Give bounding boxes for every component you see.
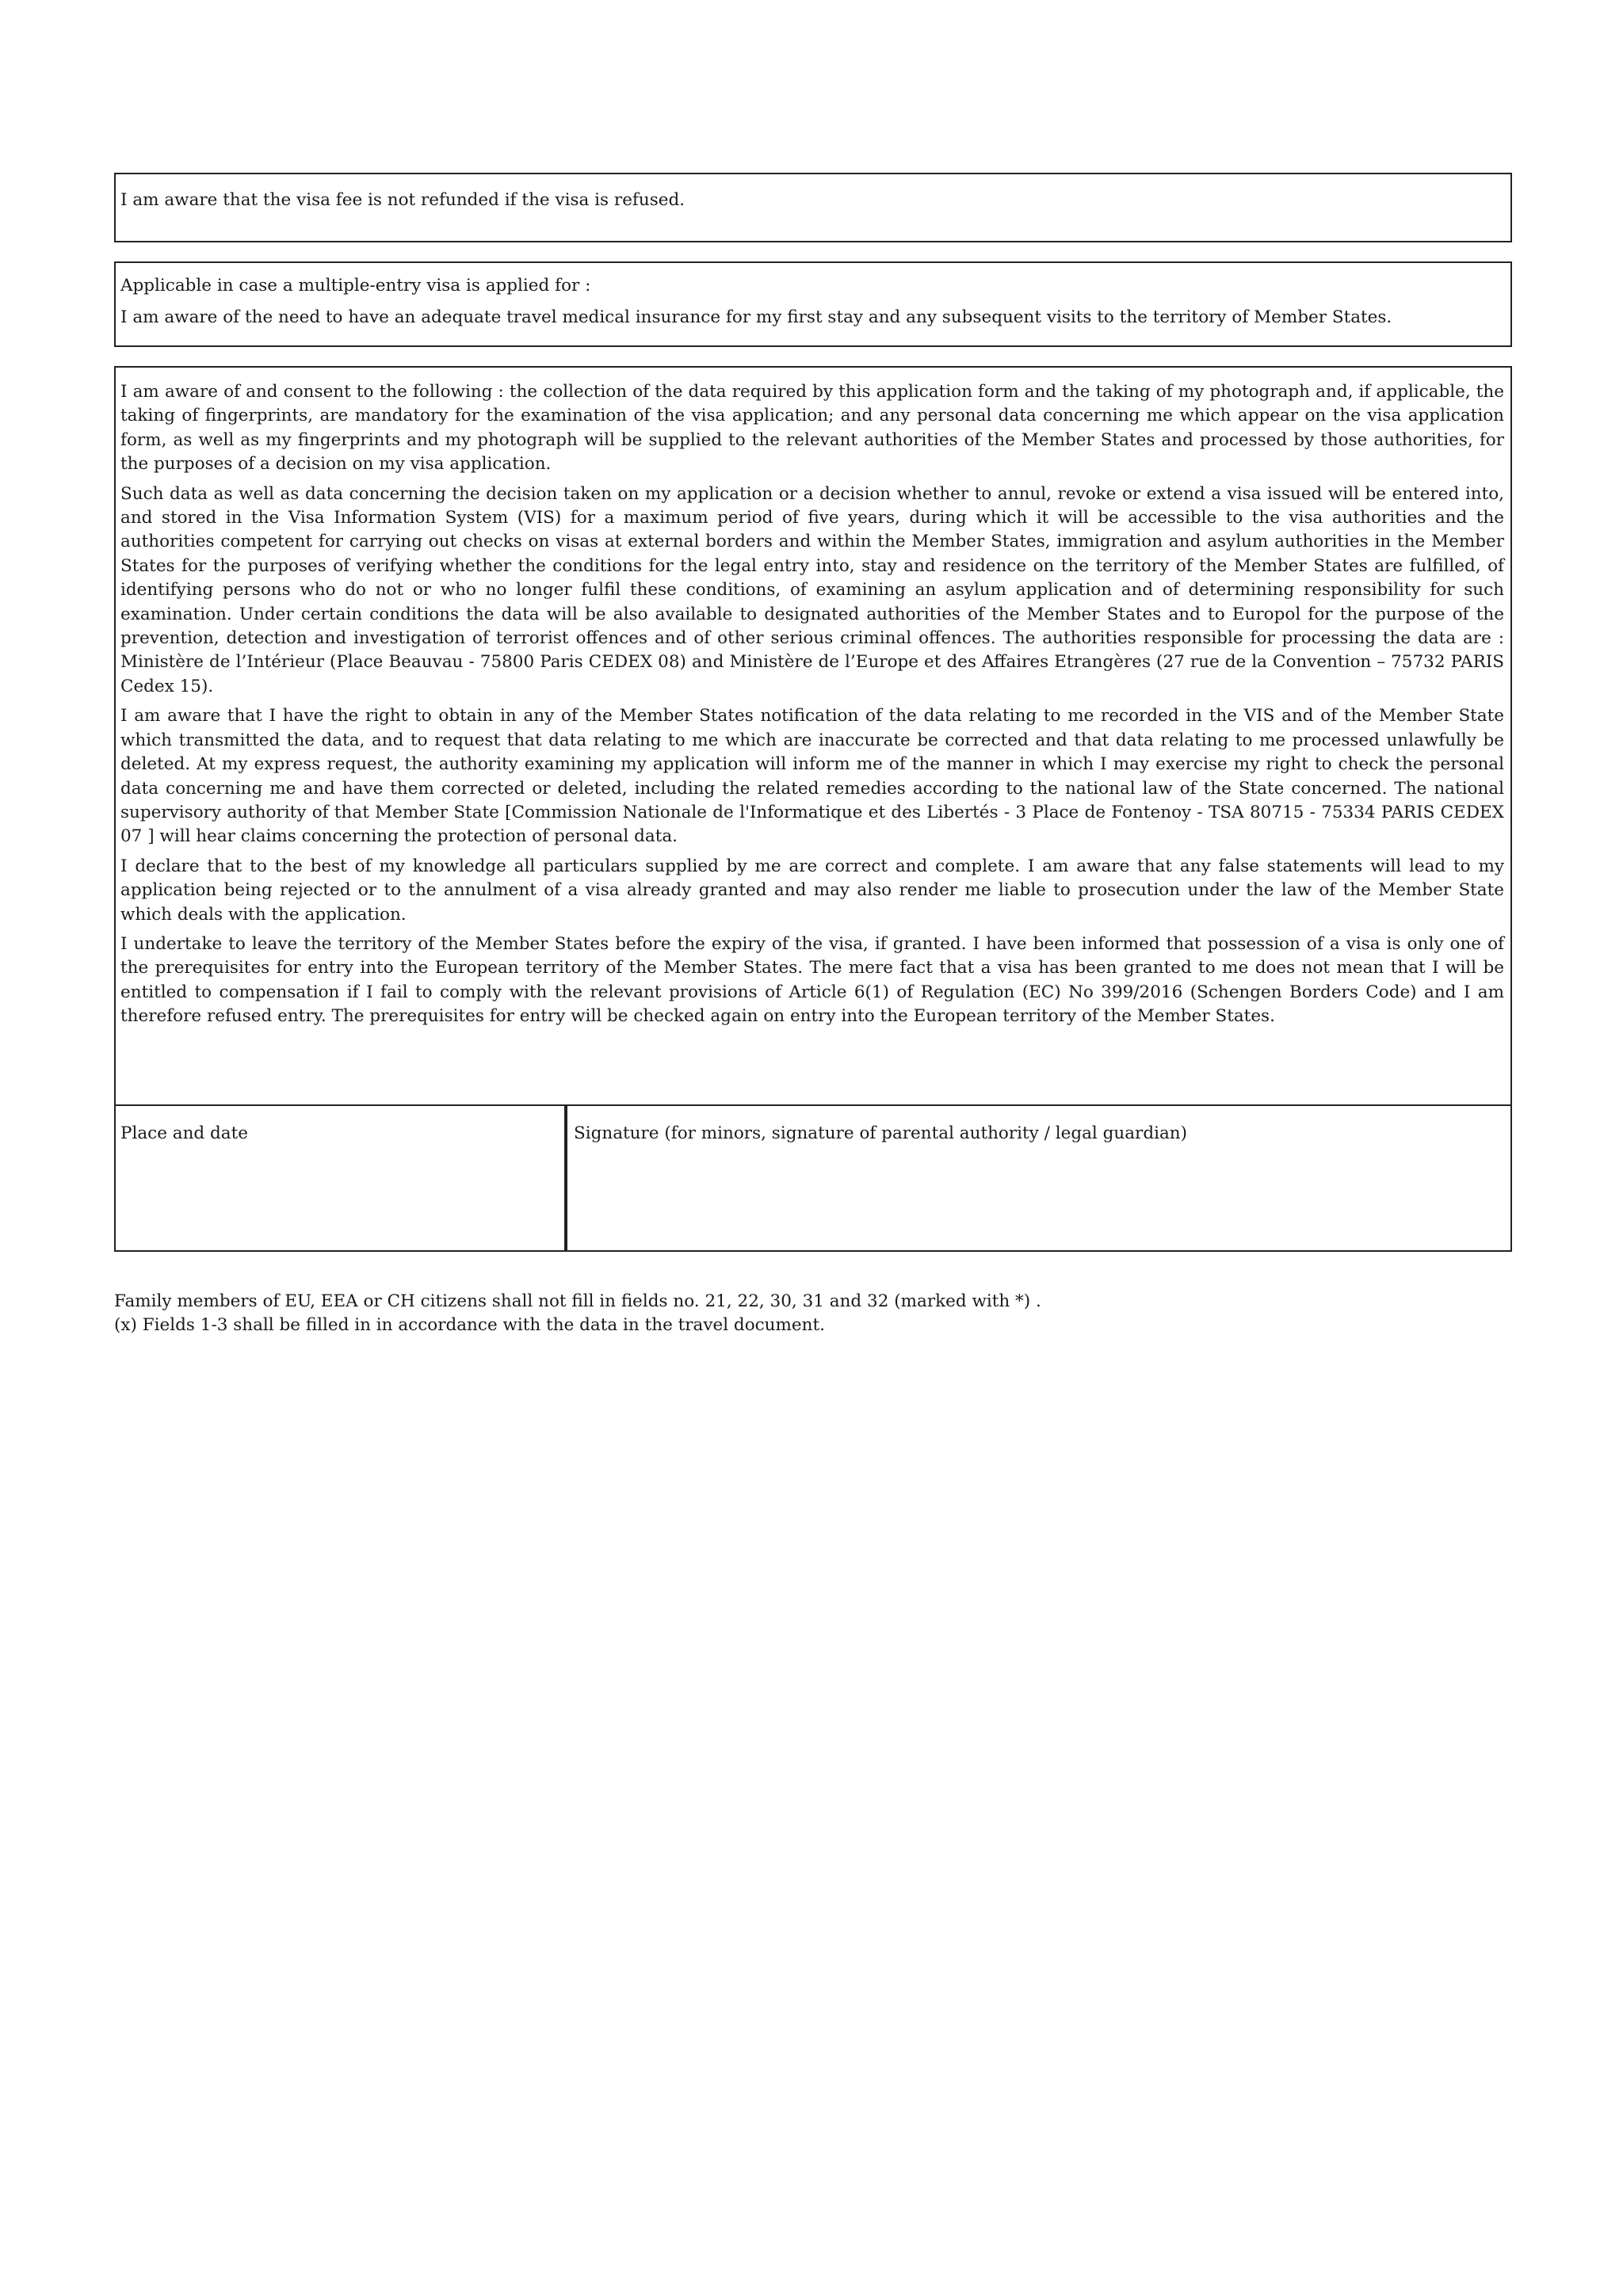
multiple-entry-box [114, 261, 1512, 347]
footnote-fields-travel-document: (x) Fields 1-3 shall be filled in in accordance with the data in the travel document. [114, 1315, 825, 1335]
signature-table [114, 1104, 1512, 1252]
consent-paragraph-vis-storage: Such data as well as data concerning the decision taken on my application or a decision whether to annul, revoke or extend a visa issued will be entered into, and stored in the Visa Information System (VIS) for a maximum period of five years, during which it will be accessible to the visa authorities and the authorities competent for carrying out checks on visas at external borders and within the Member States, immigration and asylum authorities in the Member States for the purposes of verifying whether the conditions for the legal entry into, stay and residence on the territory of the Member States are fulfilled, of identifying persons who do not or who no longer fulfil these conditions, of examining an asylum application and of determining responsibility for such examination. Under certain conditions the data will be also available to designated authorities of the Member States and to Europol for the purpose of the prevention, detection and investigation of terrorist offences and of other serious criminal offences. The authorities responsible for processing the data are : Ministère de l’Intérieur (Place Beauvau - 75800 Paris CEDEX 08) and Ministère de l’Europe et des Affaires Etrangères (27 rue de la Convention – 75732 PARIS Cedex 15). [120, 483, 1504, 696]
consent-paragraph-declaration: I declare that to the best of my knowledge all particulars supplied by me are correct and complete. I am aware that any false statements will lead to my application being rejected or to the annulment of a visa already granted and may also render me liable to prosecution under the law of the Member State which deals with the application. [120, 856, 1504, 925]
fee-notice-text: I am aware that the visa fee is not refunded if the visa is refused. [120, 190, 685, 210]
consent-paragraph-rights: I am aware that I have the right to obtain in any of the Member States notification of the data relating to me recorded in the VIS and of the Member State which transmitted the data, and to request that data relating to me which are inaccurate be corrected and that data relating to me processed unlawfully be deleted. At my express request, the authority examining my application will inform me of the manner in which I may exercise my right to check the personal data concerning me and have them corrected or deleted, including the related remedies according to the national law of the State concerned. The national supervisory authority of that Member State [Commission Nationale de l'Informatique et des Libertés - 3 Place de Fontenoy - TSA 80715 - 75334 PARIS CEDEX 07 ] will hear claims concerning the protection of personal data. [120, 706, 1504, 847]
signature-label: Signature (for minors, signature of parental authority / legal guardian) [574, 1123, 1188, 1143]
multiple-entry-text: I am aware of the need to have an adequate travel medical insurance for my first stay and any subsequent visits to the territory of Member States. [120, 307, 1392, 327]
consent-paragraph-data-collection: I am aware of and consent to the following : the collection of the data required by this application form and the taking of my photograph and, if applicable, the taking of fingerprints, are mandatory for the examination of the visa application; and any personal data concerning me which appear on the visa application form, as well as my fingerprints and my photograph will be supplied to the relevant authorities of the Member States and processed by those authorities, for the purposes of a decision on my visa application. [120, 382, 1504, 475]
fee-notice-box [114, 173, 1512, 242]
signature-field[interactable] [567, 1106, 1510, 1250]
place-and-date-field[interactable] [116, 1106, 567, 1250]
consent-declaration-box [114, 366, 1512, 1106]
footnote-family-members: Family members of EU, EEA or CH citizens shall not fill in fields no. 21, 22, 30, 31 and 32 (marked with *) . [114, 1291, 1041, 1311]
footnotes [114, 1290, 1512, 1337]
multiple-entry-heading: Applicable in case a multiple-entry visa is applied for : [120, 276, 591, 296]
place-and-date-label: Place and date [120, 1123, 248, 1143]
consent-paragraph-undertaking: I undertake to leave the territory of the Member States before the expiry of the visa, if granted. I have been informed that possession of a visa is only one of the prerequisites for entry into the European territory of the Member States. The mere fact that a visa has been granted to me does not mean that I will be entitled to compensation if I fail to comply with the relevant provisions of Article 6(1) of Regulation (EC) No 399/2016 (Schengen Borders Code) and I am therefore refused entry. The prerequisites for entry will be checked again on entry into the European territory of the Member States. [120, 933, 1504, 1027]
